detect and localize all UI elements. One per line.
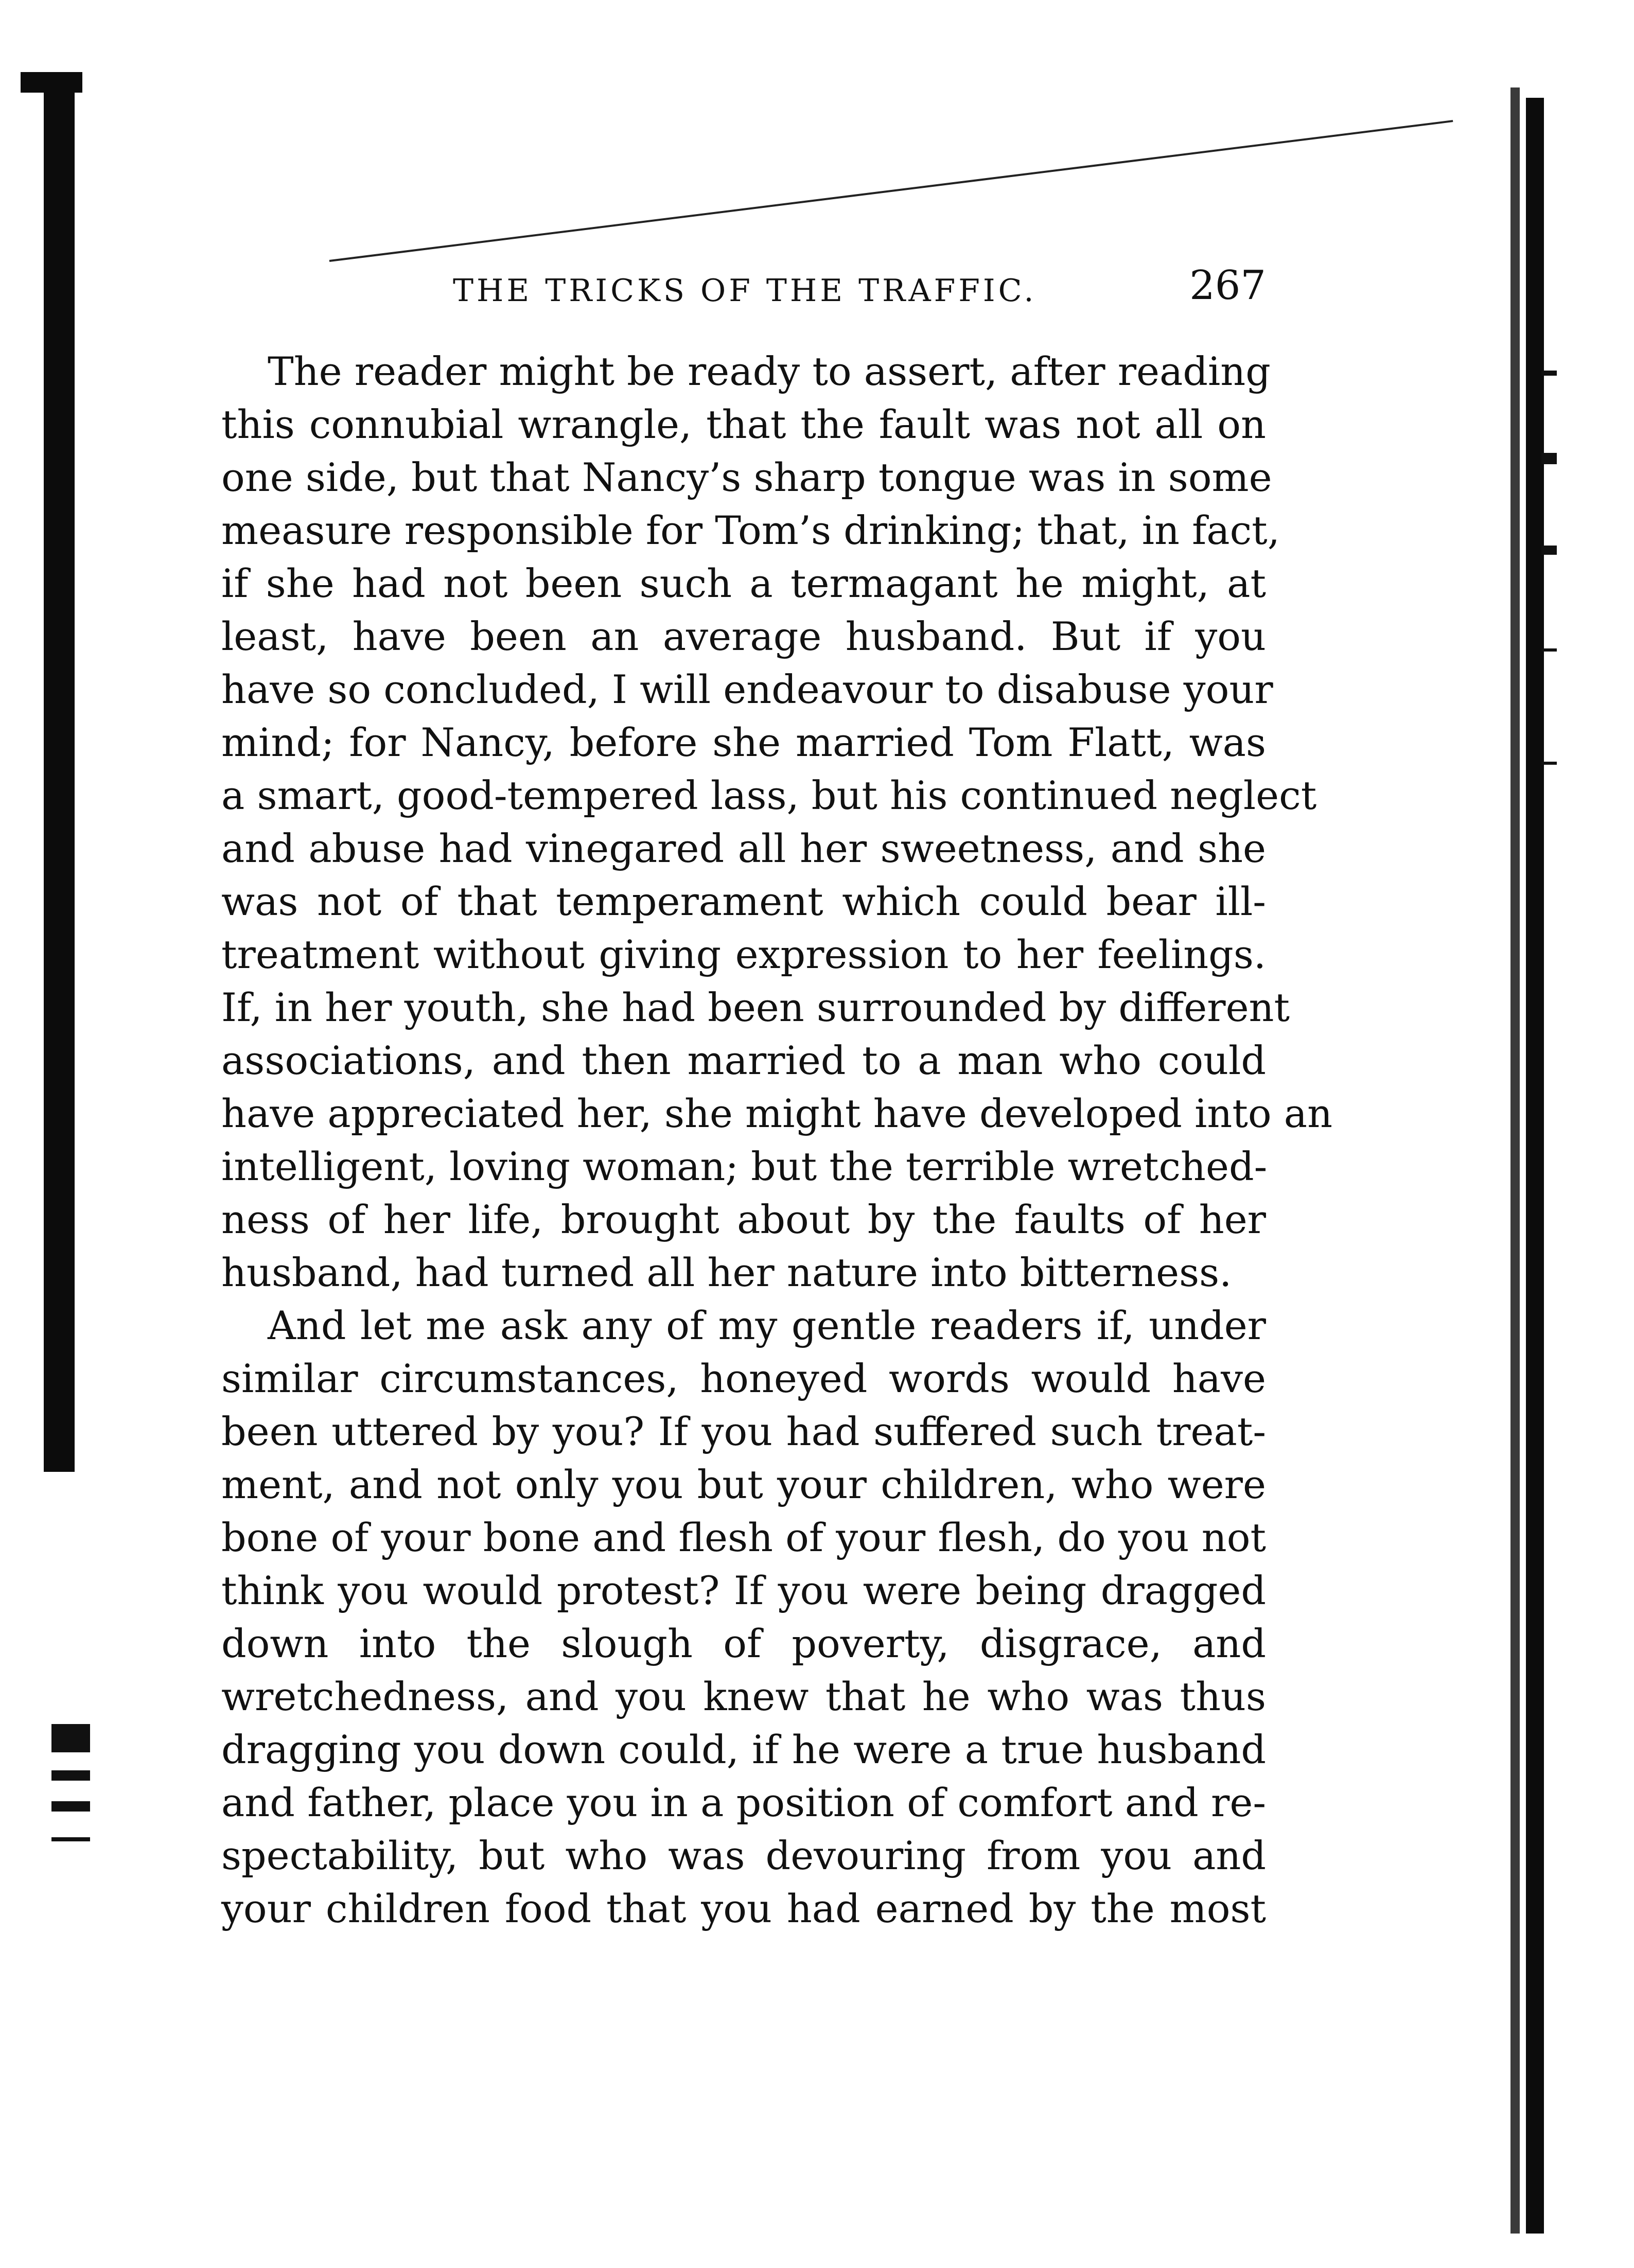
paragraph — [221, 345, 1333, 1299]
text-line: have so concluded, I will endeavour to disabuse your — [221, 666, 1273, 712]
edge-tick — [1541, 762, 1557, 765]
text-line: spectability, but who was devouring from you and — [221, 1833, 1266, 1878]
text-line: ment, and not only you but your children, who were — [221, 1462, 1266, 1507]
registration-mark — [51, 1801, 90, 1812]
paragraph — [221, 1299, 1266, 1935]
page-fold-line — [329, 120, 1453, 262]
text-line: If, in her youth, she had been surrounded by different — [221, 984, 1290, 1030]
text-line: think you would protest? If you were being dragged — [221, 1568, 1266, 1613]
text-line: measure responsible for Tom’s drinking; that, in fact, — [221, 507, 1280, 553]
edge-tick — [1541, 453, 1557, 464]
text-line: bone of your bone and flesh of your flesh, do you not — [221, 1515, 1266, 1560]
text-line: and father, place you in a position of comfort and re- — [221, 1780, 1266, 1825]
text-line: have appreciated her, she might have developed into an — [221, 1091, 1333, 1136]
text-line: this connubial wrangle, that the fault was not all on — [221, 401, 1266, 447]
text-line: husband, had turned all her nature into bitterness. — [221, 1250, 1232, 1295]
text-line: a smart, good-tempered lass, but his continued neglect — [221, 772, 1317, 818]
registration-mark — [51, 1770, 90, 1781]
text-line: The reader might be ready to assert, after reading — [268, 348, 1271, 394]
text-line: And let me ask any of my gentle readers if, under — [268, 1303, 1266, 1348]
text-line: and abuse had vinegared all her sweetness, and she — [221, 825, 1266, 871]
edge-tick — [1541, 546, 1557, 555]
text-line: your children food that you had earned by the most — [221, 1886, 1266, 1931]
text-line: if she had not been such a termagant he might, at — [221, 560, 1266, 606]
text-line: down into the slough of poverty, disgrace, and — [221, 1621, 1266, 1666]
page-edge-right — [1526, 98, 1544, 2234]
text-line: one side, but that Nancy’s sharp tongue was in some — [221, 454, 1272, 500]
text-line: least, have been an average husband. But if you — [221, 613, 1266, 659]
text-line: been uttered by you? If you had suffered such treat- — [221, 1409, 1266, 1454]
binding-shadow-left — [44, 72, 75, 1472]
text-line: wretchedness, and you knew that he who was thus — [221, 1674, 1266, 1719]
text-line: mind; for Nancy, before she married Tom Flatt, was — [221, 719, 1266, 765]
text-line: treatment without giving expression to her feelings. — [221, 931, 1266, 977]
edge-tick — [1541, 371, 1557, 376]
body-text — [221, 345, 1333, 1935]
text-line: similar circumstances, honeyed words would have — [221, 1356, 1266, 1401]
text-line: dragging you down could, if he were a true husband — [221, 1727, 1266, 1772]
page-edge-shadow — [1510, 87, 1520, 2234]
text-line: intelligent, loving woman; but the terrible wretched- — [221, 1144, 1268, 1189]
registration-mark — [51, 1837, 90, 1841]
text-line: was not of that temperament which could bear ill- — [221, 878, 1266, 924]
registration-mark — [51, 1724, 90, 1752]
edge-tick — [1541, 648, 1557, 652]
page-header — [221, 262, 1266, 319]
text-line: associations, and then married to a man who could — [221, 1038, 1266, 1083]
page-number: 267 — [1189, 262, 1266, 309]
running-title: THE TRICKS OF THE TRAFFIC. — [453, 273, 1037, 309]
text-line: ness of her life, brought about by the faults of her — [221, 1197, 1266, 1242]
